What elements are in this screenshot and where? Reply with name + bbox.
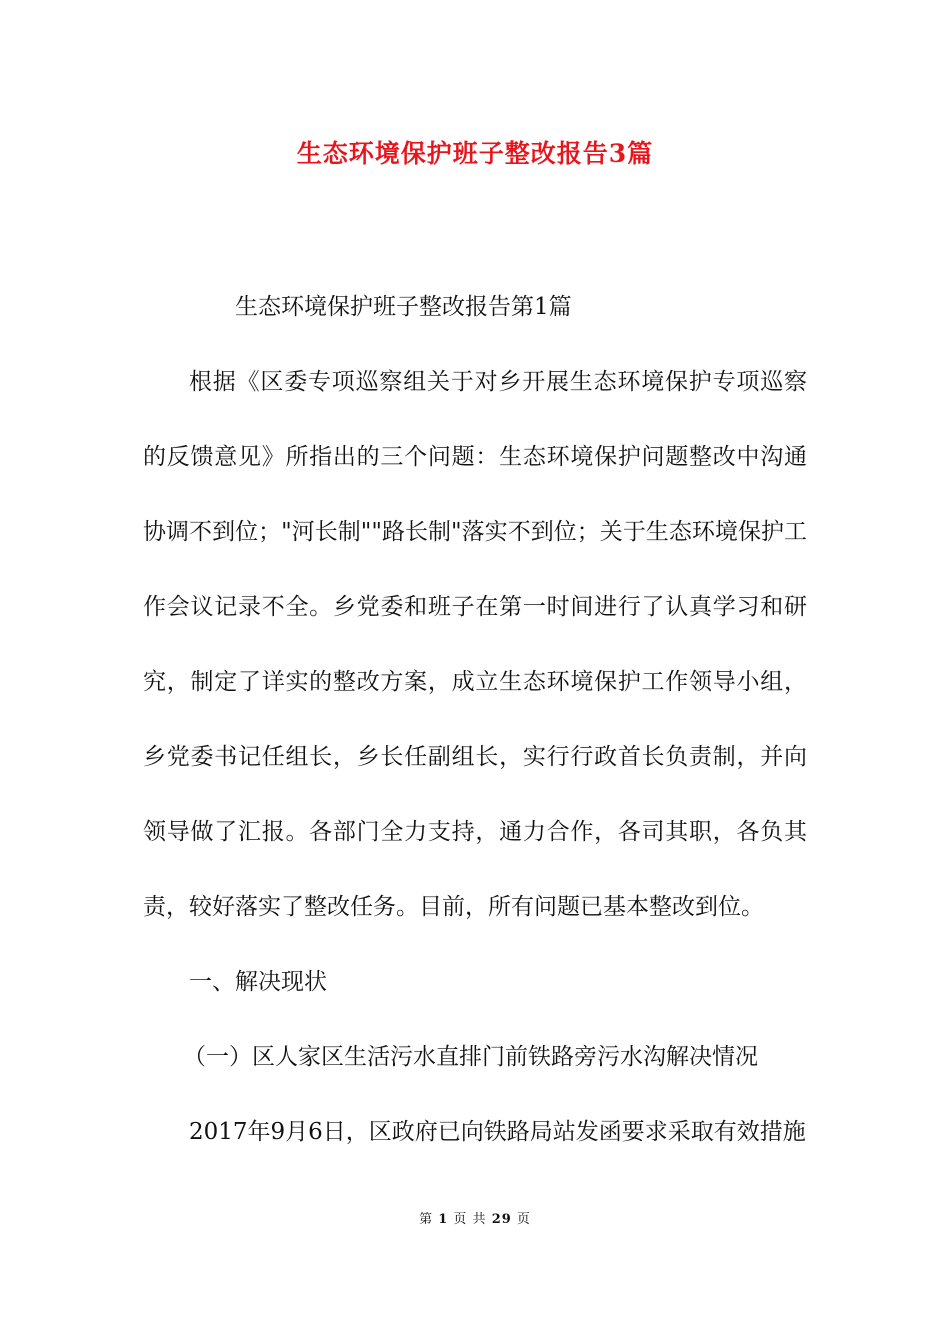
footer-middle: 页 共 [453,1212,487,1227]
body-paragraph-continued: 2017年9月6日，区政府已向铁路局站发函要求采取有效措施 [189,1119,806,1145]
page-footer [0,1208,950,1227]
body-paragraph: 根据《区委专项巡察组关于对乡开展生态环境保护专项巡察的反馈意见》所指出的三个问题：生态环境保护问题整改中沟通协调不到位；"河长制""路长制"落实不到位；关于生态环境保护工作会议记录不全。乡党委和班子在第一时间进行了认真学习和研究，制定了详实的整改方案，成立生态环境保护工作领导小组，乡党委书记任组长，乡长任副组长，实行行政首长负责制，并向领导做了汇报。各部门全力支持，通力合作，各司其职，各负其责，较好落实了整改任务。目前，所有问题已基本整改到位。 [143,369,807,920]
subsection-heading: （一）区人家区生活污水直排门前铁路旁污水沟解决情况 [183,1044,758,1070]
footer-prefix: 第 [419,1212,434,1227]
document-title: 生态环境保护班子整改报告3篇 [296,139,654,168]
section-title: 生态环境保护班子整改报告第1篇 [235,294,572,320]
footer-current-page: 1 [438,1212,449,1227]
footer-suffix: 页 [516,1212,531,1227]
document-body [143,270,807,1170]
footer-total-pages: 29 [491,1212,512,1227]
section-heading: 一、解决现状 [189,969,327,995]
